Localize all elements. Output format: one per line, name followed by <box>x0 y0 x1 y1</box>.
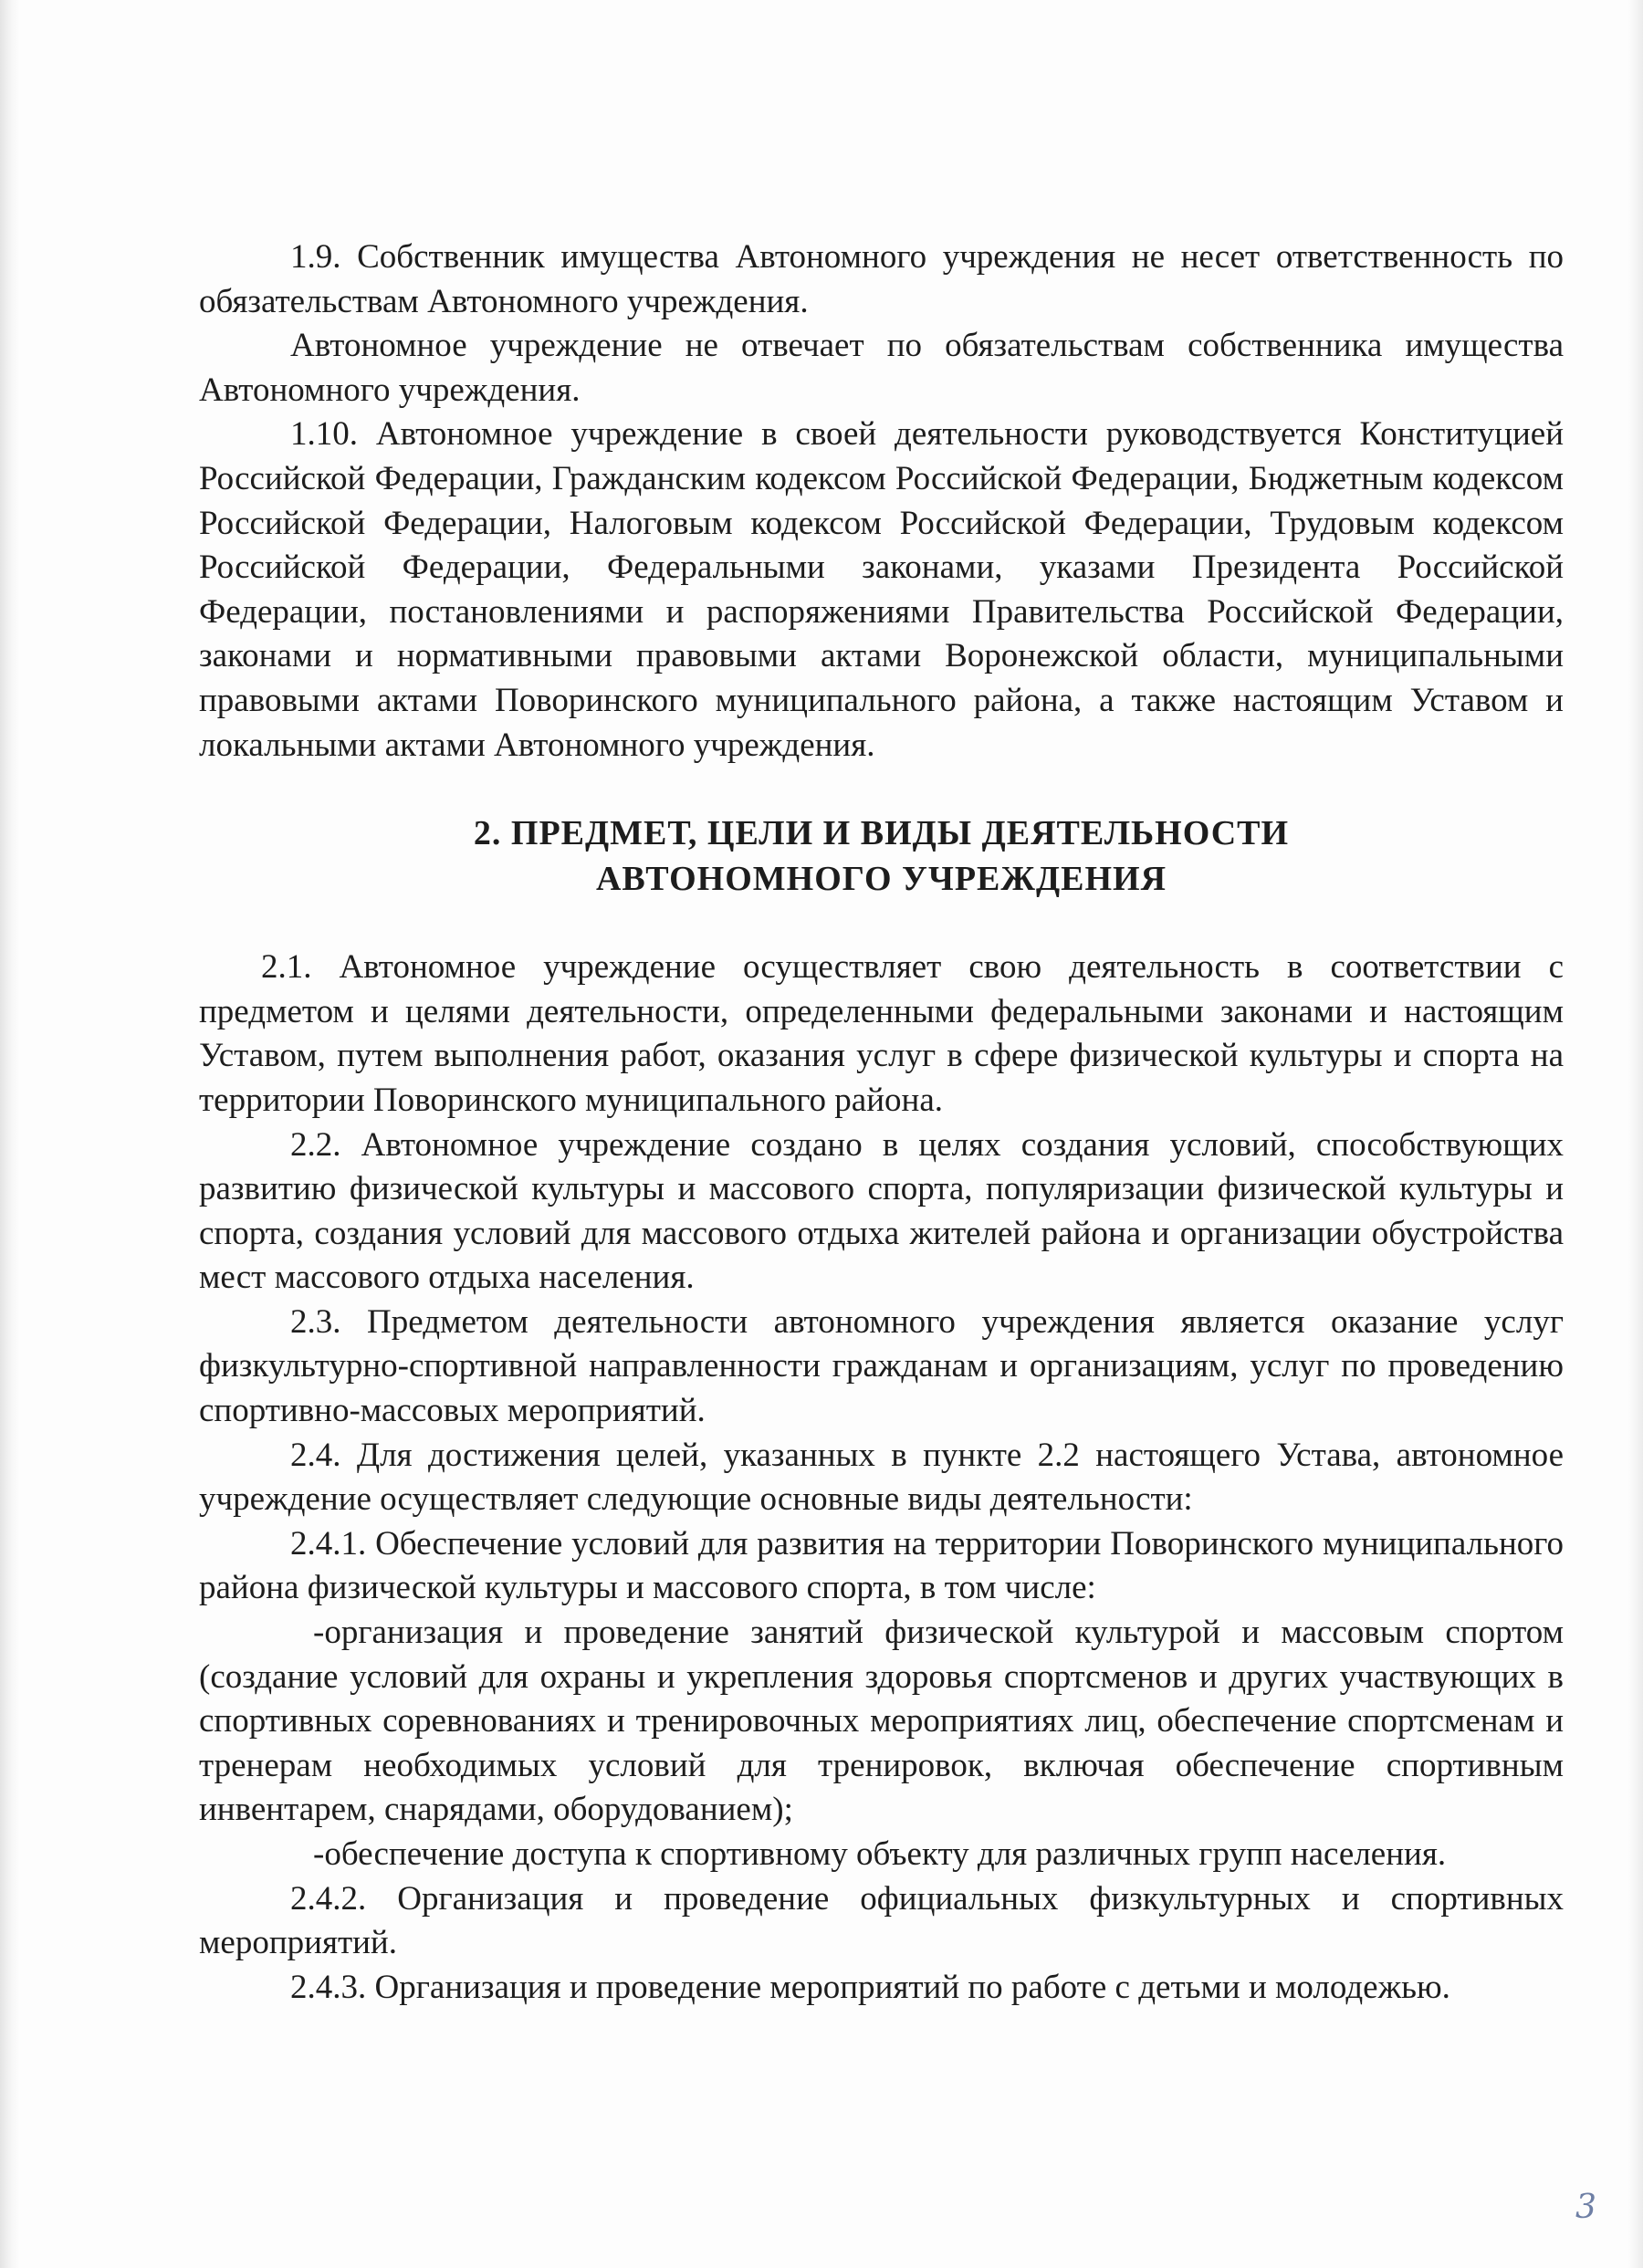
paragraph-2-4-3: 2.4.3. Организация и проведение мероприятий по работе с детьми и молодежью. <box>290 1968 1450 2006</box>
paragraph-2-3: 2.3. Предметом деятельности автономного учреждения является оказание услуг физкультурно-спортивной направленности гражданам и организациям, услуг по проведению спортивно-массовых мероприятий. <box>199 1302 1564 1430</box>
paragraph-2-4-2: 2.4.2. Организация и проведение официальных физкультурных и спортивных мероприятий. <box>199 1879 1564 1962</box>
paragraph-1-10: 1.10. Автономное учреждение в своей деятельности руководствуется Конституцией Российской Федерации, Гражданским кодексом Российской Федерации, Бюджетным кодексом Российской Федерации, Налоговым кодексом Российской Федерации, Трудовым кодексом Российской Федерации, Федеральными законами, указами Президента Российской Федерации, постановлениями и распоряжениями Правительства Российской Федерации, законами и нормативными правовыми актами Воронежской области, муниципальными правовыми актами Поворинского муниципального района, а также настоящим Уставом и локальными актами Автономного учреждения. <box>199 415 1564 764</box>
paragraph-2-1: 2.1. Автономное учреждение осуществляет свою деятельность в соответствии с предметом и целями деятельности, определенными федеральными законами и настоящим Уставом, путем выполнения работ, оказания услуг в сфере физической культуры и спорта на территории Поворинского муниципального района. <box>199 948 1564 1119</box>
paragraph-2-4-1: 2.4.1. Обеспечение условий для развития на территории Поворинского муниципального района физической культуры и массового спорта, в том числе: <box>199 1524 1564 1607</box>
page-number: 3 <box>1575 2189 1596 2226</box>
scan-right-edge <box>1628 0 1643 2268</box>
section-heading <box>199 810 1564 902</box>
paragraph-2-4: 2.4. Для достижения целей, указанных в пункте 2.2 настоящего Устава, автономное учреждение осуществляет следующие основные виды деятельности: <box>199 1436 1564 1519</box>
paragraph-1-9-continued: Автономное учреждение не отвечает по обязательствам собственника имущества Автономного учреждения. <box>199 327 1564 409</box>
document-body <box>199 235 1564 2010</box>
paragraph-2-2: 2.2. Автономное учреждение создано в целях создания условий, способствующих развитию физической культуры и массового спорта, популяризации физической культуры и спорта, создания условий для массового отдыха жителей района и организации обустройства мест массового отдыха населения. <box>199 1125 1564 1297</box>
section-heading-line-2: АВТОНОМНОГО УЧРЕЖДЕНИЯ <box>595 860 1167 899</box>
list-item-access: -обеспечение доступа к спортивному объекту для различных групп населения. <box>313 1835 1447 1873</box>
section-heading-line-1: 2. ПРЕДМЕТ, ЦЕЛИ И ВИДЫ ДЕЯТЕЛЬНОСТИ <box>473 814 1290 853</box>
paragraph-1-9: 1.9. Собственник имущества Автономного учреждения не несет ответственность по обязательствам Автономного учреждения. <box>199 238 1564 320</box>
list-item-organization: -организация и проведение занятий физической культурой и массовым спортом (создание условий для охраны и укрепления здоровья спортсменов и других участвующих в спортивных соревнованиях и тренировочных мероприятиях лиц, обеспечение спортсменам и тренерам необходимых условий для тренировок, включая обеспечение спортивным инвентарем, снарядами, оборудованием); <box>199 1614 1564 1829</box>
scan-left-edge <box>0 0 20 2268</box>
